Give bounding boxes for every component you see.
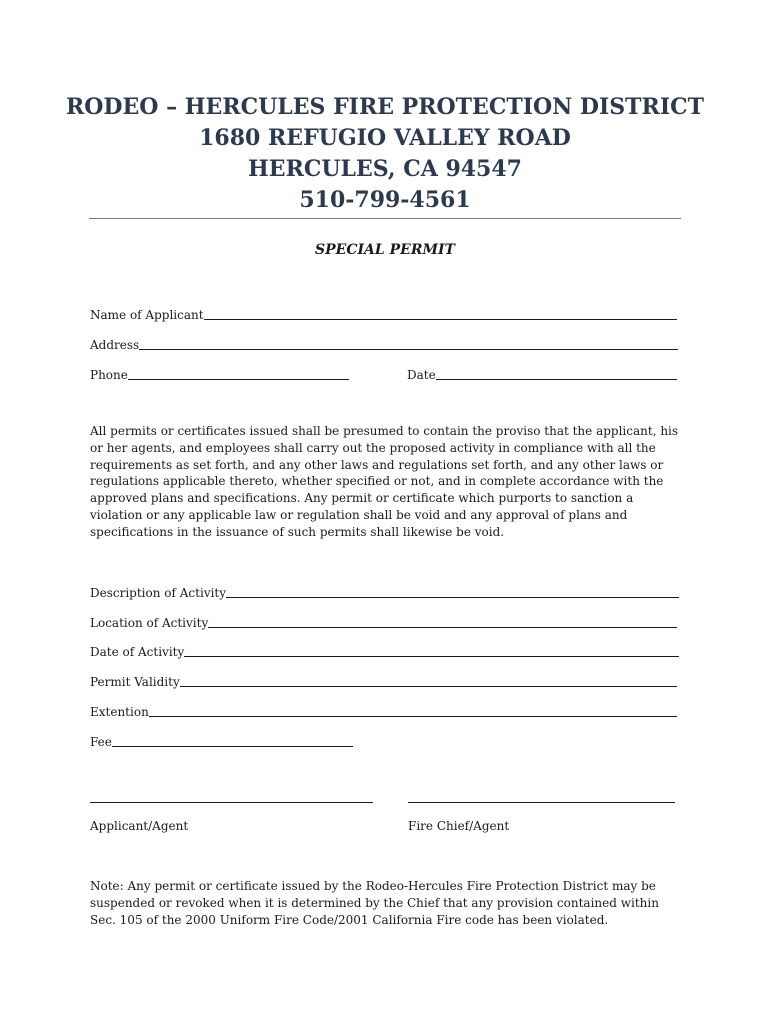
- date-line[interactable]: [436, 366, 677, 380]
- phone-label: Phone: [90, 368, 128, 382]
- name-of-applicant-field[interactable]: [90, 304, 677, 322]
- district-name: RODEO – HERCULES FIRE PROTECTION DISTRICT: [65, 94, 705, 120]
- location-of-activity-line[interactable]: [208, 614, 677, 628]
- revocation-note: Note: Any permit or certificate issued by the Rodeo-Hercules Fire Protection District may be suspended or revoked when it is determined by the Chief that any provision contained within Sec. 105 of the 2000 Uniform Fire Code/2001 California Fire code has been violated.: [90, 879, 659, 927]
- name-of-applicant-label: Name of Applicant: [90, 308, 204, 322]
- district-header: [0, 92, 770, 216]
- description-of-activity-field[interactable]: [90, 582, 679, 600]
- fire-chief-signature-line[interactable]: [408, 802, 675, 803]
- date-of-activity-line[interactable]: [184, 643, 679, 657]
- date-of-activity-field[interactable]: [90, 641, 679, 659]
- address-label: Address: [90, 338, 140, 352]
- permit-validity-label: Permit Validity: [90, 675, 180, 689]
- fee-label: Fee: [90, 735, 112, 749]
- address-line[interactable]: [139, 336, 678, 350]
- extention-label: Extention: [90, 705, 149, 719]
- fee-field[interactable]: [90, 731, 353, 749]
- header-divider: [89, 218, 681, 219]
- description-of-activity-label: Description of Activity: [90, 586, 227, 600]
- fee-line[interactable]: [112, 733, 353, 747]
- phone-field[interactable]: [90, 364, 349, 382]
- permit-validity-field[interactable]: [90, 671, 677, 689]
- district-phone: 510-799-4561: [299, 187, 471, 213]
- permit-validity-line[interactable]: [180, 673, 677, 687]
- location-of-activity-field[interactable]: [90, 612, 677, 630]
- fire-chief-agent-label: Fire Chief/Agent: [408, 819, 510, 833]
- location-of-activity-label: Location of Activity: [90, 616, 209, 630]
- district-city-state-zip: HERCULES, CA 94547: [248, 156, 522, 182]
- name-of-applicant-line[interactable]: [204, 306, 677, 320]
- description-of-activity-line[interactable]: [226, 584, 679, 598]
- address-field[interactable]: [90, 334, 678, 352]
- district-street-address: 1680 REFUGIO VALLEY ROAD: [199, 125, 571, 151]
- extention-field[interactable]: [90, 701, 677, 719]
- date-field[interactable]: [407, 364, 677, 382]
- applicant-agent-label: Applicant/Agent: [90, 819, 189, 833]
- date-label: Date: [407, 368, 436, 382]
- phone-line[interactable]: [128, 366, 349, 380]
- proviso-paragraph: All permits or certificates issued shall be presumed to contain the proviso that the applicant, his or her agents, and employees shall carry out the proposed activity in compliance with all the requirements as set forth, and any other laws and regulations set forth, and any other laws or regulations applicable thereto, whether specified or not, and in complete accordance with the approved plans and specifications. Any permit or certificate which purports to sanction a violation or any applicable law or regulation shall be void and any approval of plans and specifications in the issuance of such permits shall likewise be void.: [90, 424, 679, 539]
- applicant-signature-line[interactable]: [90, 802, 373, 803]
- extention-line[interactable]: [149, 703, 677, 717]
- form-title: SPECIAL PERMIT: [315, 242, 455, 258]
- date-of-activity-label: Date of Activity: [90, 645, 185, 659]
